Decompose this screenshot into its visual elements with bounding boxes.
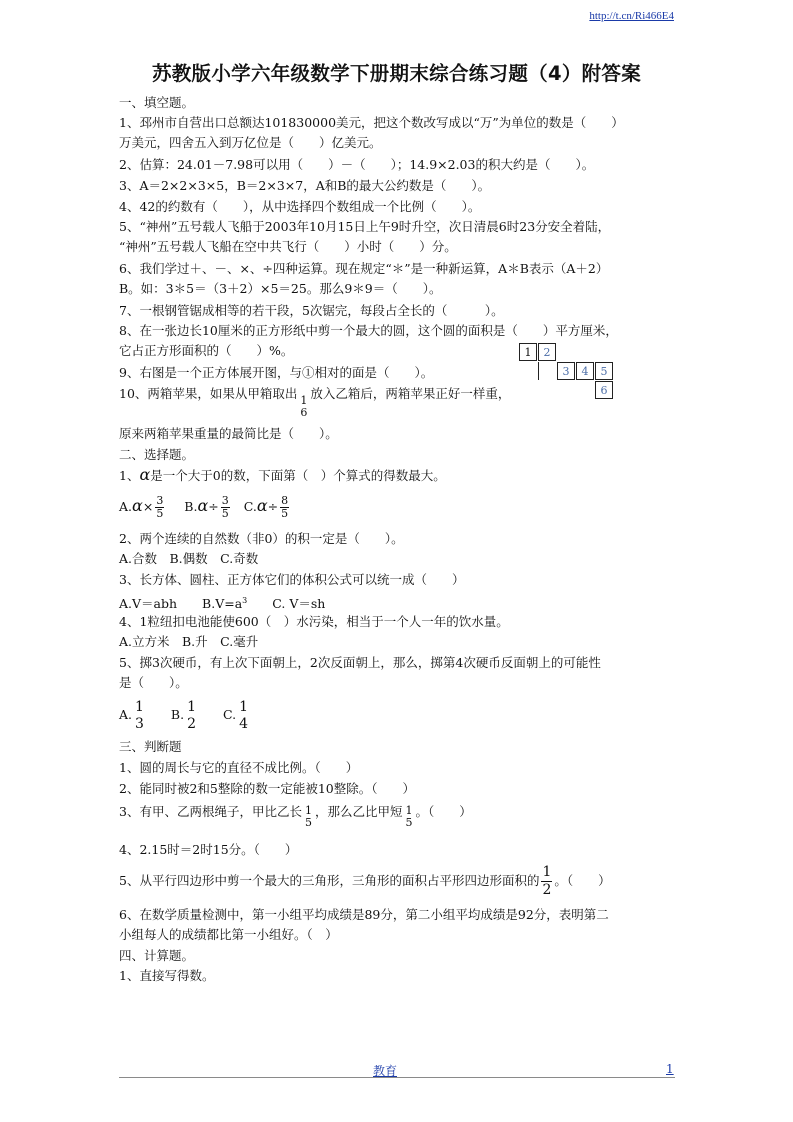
alpha-symbol: α: [256, 496, 268, 515]
exponent: 3: [242, 596, 248, 605]
alpha-symbol: α: [139, 465, 151, 484]
question-line: [119, 386, 510, 419]
section-heading-judge: 三、判断题: [119, 739, 182, 754]
text-segment: 1、: [119, 468, 140, 483]
fraction-denominator: 3: [135, 715, 144, 732]
operator: ÷: [267, 499, 279, 514]
net-connector: [538, 362, 556, 380]
question-line: 4、2.15时＝2时15分。（ ）: [119, 842, 298, 857]
question-line: 1、邳州市自营出口总额达101830000美元，把这个数改写成以“万”为单位的数是（ ）: [119, 115, 624, 130]
page-number: 1: [666, 1062, 674, 1076]
fraction-numerator: 1: [239, 698, 249, 715]
option-label: C.: [243, 499, 257, 514]
question-line: 万美元，四舍五入到万亿位是（ ）亿美元。: [119, 135, 382, 150]
question-line: 7、一根钢管锯成相等的若干段，5次锯完，每段占全长的（ ）。: [119, 303, 504, 318]
option-label: B.: [170, 707, 185, 722]
question-line: 1、直接写得数。: [119, 968, 215, 983]
fraction-denominator: 5: [405, 816, 413, 829]
question-line: B。如：3＊5＝（3＋2）×5＝25。那么9＊9＝（ ）。: [119, 281, 442, 296]
question-line: 2、能同时被2和5整除的数一定能被10整除。（ ）: [119, 781, 416, 796]
options-line: A.合数 B.偶数 C.奇数: [119, 551, 259, 566]
cube-face-6: 6: [595, 381, 613, 399]
header-url[interactable]: http://t.cn/Ri466E4: [589, 10, 674, 22]
question-line: [119, 467, 446, 484]
question-line: 9、右图是一个正方体展开图，与①相对的面是（ ）。: [119, 365, 434, 380]
option-label: B.: [184, 499, 198, 514]
fraction-numerator: 3: [156, 494, 164, 507]
question-line: 是（ ）。: [119, 675, 188, 690]
section-heading-choice: 二、选择题。: [119, 447, 195, 462]
alpha-symbol: α: [132, 496, 143, 515]
cube-face-2: 2: [538, 343, 556, 361]
options-line: [119, 492, 291, 521]
question-line: 3、长方体、圆柱、正方体它们的体积公式可以统一成（ ）: [119, 572, 465, 587]
text-segment: 是一个大于0的数，下面第（ ）个算式的得数最大。: [150, 468, 446, 483]
cube-face-5: 5: [595, 362, 613, 380]
cube-face-4: 4: [576, 362, 594, 380]
question-line: 8、在一张边长10厘米的正方形纸中剪一个最大的圆，这个圆的面积是（ ）平方厘米，: [119, 323, 618, 338]
text-segment: 。（ ）: [554, 873, 611, 888]
fraction-numerator: 1: [542, 864, 552, 880]
options-line: [119, 593, 325, 612]
alpha-symbol: α: [197, 496, 209, 515]
fraction: [280, 495, 289, 520]
fraction-denominator: 5: [156, 507, 164, 520]
question-line: 它占正方形面积的（ ）%。: [119, 343, 294, 358]
question-line: 6、我们学过＋、－、×、÷四种运算。现在规定“＊”是一种新运算，A＊B表示（A＋2）: [119, 261, 609, 276]
text-segment: 放入乙箱后，两箱苹果正好一样重，: [310, 386, 511, 401]
fraction-numerator: 1: [300, 394, 308, 407]
text-segment: C. V＝sh: [247, 596, 326, 612]
question-line: 原来两箱苹果重量的最简比是（ ）。: [119, 426, 338, 441]
cube-face-1: 1: [519, 343, 537, 361]
fraction: [186, 699, 197, 733]
option-label: A.: [119, 707, 133, 722]
question-line: 小组每人的成绩都比第一小组好。（ ）: [119, 927, 338, 942]
question-line: [119, 863, 611, 899]
option-label: A.: [119, 499, 133, 514]
fraction-denominator: 6: [300, 406, 308, 419]
question-line: 5、“神州”五号载人飞船于2003年10月15日上午9时升空，次日清晨6时23分安全着陆，: [119, 219, 611, 234]
section-heading-calc: 四、计算题。: [119, 948, 195, 963]
fraction-numerator: 8: [281, 494, 289, 507]
options-line: A.立方米 B.升 C.毫升: [119, 634, 259, 649]
operator: ×: [142, 499, 154, 514]
fraction-numerator: 1: [135, 698, 144, 715]
section-heading-fill: 一、填空题。: [119, 95, 195, 110]
fraction: [221, 495, 230, 520]
text-segment: 3、有甲、乙两根绳子，甲比乙长: [119, 804, 302, 819]
question-line: [119, 804, 472, 829]
fraction-denominator: 5: [304, 816, 312, 829]
question-line: 3、A＝2×2×3×5，B＝2×3×7，A和B的最大公约数是（ ）。: [119, 178, 491, 193]
fraction: [299, 395, 308, 419]
fraction: [541, 864, 552, 899]
question-line: 2、估算：24.01－7.98可以用（ ）－（ ）；14.9×2.03的积大约是（ ）。: [119, 157, 595, 172]
cube-face-3: 3: [557, 362, 575, 380]
fraction: [404, 805, 413, 829]
text-segment: A.V＝abh B.V=a: [119, 596, 243, 612]
question-line: 4、42的约数有（ ），从中选择四个数组成一个比例（ ）。: [119, 199, 481, 214]
fraction: [238, 699, 249, 733]
operator: ÷: [208, 499, 219, 514]
fraction-denominator: 2: [187, 715, 197, 732]
text-segment: ，那么乙比甲短: [314, 804, 403, 819]
question-line: 4、1粒纽扣电池能使600（ ）水污染，相当于一个人一年的饮水量。: [119, 614, 509, 629]
footer-link[interactable]: 教育: [373, 1064, 398, 1078]
fraction-numerator: 1: [405, 804, 413, 817]
question-line: 2、两个连续的自然数（非0）的积一定是（ ）。: [119, 531, 404, 546]
fraction: [304, 805, 313, 829]
question-line: 5、掷3次硬币，有上次下面朝上，2次反面朝上，那么，掷第4次硬币反面朝上的可能性: [119, 655, 601, 670]
fraction-numerator: 1: [304, 804, 312, 817]
options-line: [119, 698, 251, 733]
fraction-numerator: 3: [221, 494, 229, 507]
fraction-denominator: 2: [542, 882, 552, 898]
fraction-denominator: 5: [221, 507, 229, 520]
fraction-denominator: 4: [239, 715, 249, 732]
text-segment: 5、从平行四边形中剪一个最大的三角形，三角形的面积占平形四边形面积的: [119, 873, 540, 888]
text-segment: 。（ ）: [415, 804, 472, 819]
question-line: 6、在数学质量检测中，第一小组平均成绩是89分，第二小组平均成绩是92分，表明第二: [119, 907, 609, 922]
fraction-denominator: 5: [281, 507, 289, 520]
question-line: 1、圆的周长与它的直径不成比例。（ ）: [119, 760, 359, 775]
fraction: [155, 495, 164, 520]
fraction: [134, 699, 145, 733]
option-label: C.: [223, 707, 237, 722]
fraction-numerator: 1: [187, 698, 197, 715]
question-line: “神州”五号载人飞船在空中共飞行（ ）小时（ ）分。: [119, 239, 457, 254]
page-title: 苏教版小学六年级数学下册期末综合练习题（4）附答案: [151, 62, 642, 85]
text-segment: 10、两箱苹果，如果从甲箱取出: [119, 386, 298, 401]
